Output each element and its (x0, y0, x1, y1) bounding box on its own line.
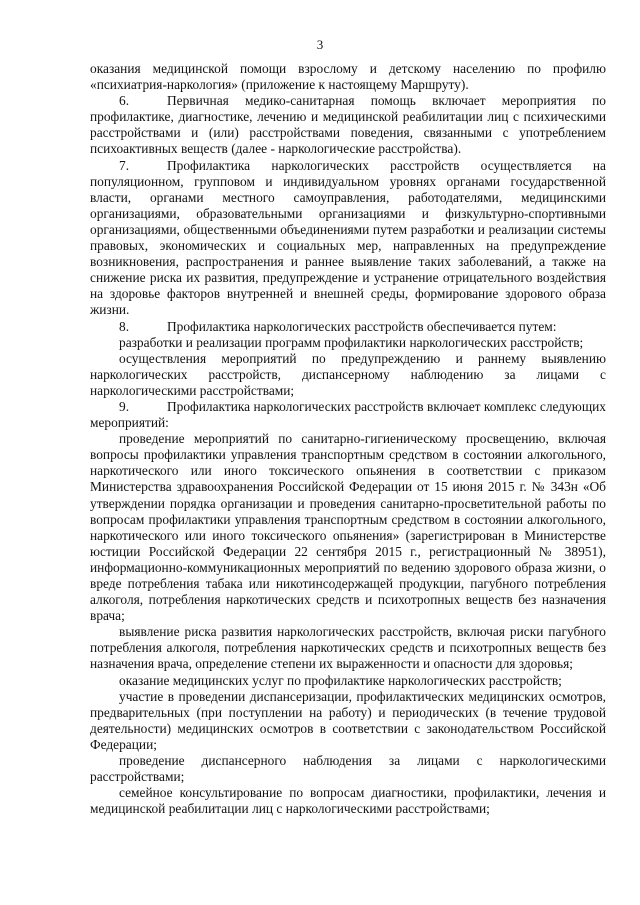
list-item: разработки и реализации программ профилактики наркологических расстройств; (119, 334, 584, 350)
list-item: оказание медицинских услуг по профилактике наркологических расстройств; (119, 672, 562, 688)
list-item: выявление риска развития наркологических расстройств, включая риски пагубного потребления алкоголя, потребления наркотических средств и психотропных веществ без назначения врача, определение степени их выраженности и опасности для здоровья; (90, 624, 606, 672)
paragraph-8: 8. Профилактика наркологических расстройств обеспечивается путем: (119, 318, 557, 334)
list-item: проведение мероприятий по санитарно-гигиеническому просвещению, включая вопросы профилактики управления транспортным средством в состоянии алкогольного, наркотического или иного токсического опьянения в соответствии с приказом Министерства здравоохранения Российской Федерации от 15 июня 2015 г. № 343н «Об утверждении порядка организации и проведения санитарно-просветительной работы по вопросам профилактики управления транспортным средством в состоянии алкогольного, наркотического или иного токсического опьянения» (зарегистрирован в Министерстве юстиции Российской Федерации 22 сентября 2015 г., регистрационный № 38951), информационно-коммуникационных мероприятий по ведению здорового образа жизни, о вреде потребления табака или никотинсодержащей продукции, пагубного потребления алкоголя, потребления наркотических средств и психотропных веществ без назначения врача; (90, 431, 606, 624)
paragraph-number: 7. (119, 157, 130, 173)
list-item: проведение диспансерного наблюдения за лицами с наркологическими расстройствами; (90, 753, 606, 785)
paragraph-9: 9. Профилактика наркологических расстройств включает комплекс следующих мероприятий: (90, 398, 606, 431)
list-item: осуществления мероприятий по предупреждению и раннему выявлению наркологических расстройств, диспансерному наблюдению за лицами с наркологическими расстройствами; (90, 350, 606, 398)
page-number: 3 (316, 37, 324, 52)
document-body (90, 61, 606, 817)
paragraph-number: 9. (119, 398, 130, 414)
paragraph-number: 8. (119, 318, 130, 334)
paragraph-7: 7. Профилактика наркологических расстройств осуществляется на популяционном, групповом и индивидуальном уровнях органами государственной власти, органами местного самоуправления, работодателями, медицинскими организациями, образовательными организациями и физкультурно-спортивными организациями, общественными объединениями путем разработки и реализации системы правовых, экономических и социальных мер, направленных на предупреждение возникновения, распространения и раннее выявление таких заболеваний, а также на снижение риска их развития, предупреждение и устранение отрицательного воздействия на здоровье факторов внутренней и внешней среды, формирование здорового образа жизни. (90, 157, 606, 318)
paragraph-continuation: оказания медицинской помощи взрослому и детскому населению по профилю «психиатрия-наркология» (приложение к настоящему Маршруту). (90, 61, 606, 93)
list-item: участие в проведении диспансеризации, профилактических медицинских осмотров, предварительных (при поступлении на работу) и периодических (в течение трудовой деятельности) медицинских осмотров в соответствии с законодательством Российской Федерации; (90, 688, 606, 752)
paragraph-number: 6. (119, 93, 130, 109)
list-item: семейное консультирование по вопросам диагностики, профилактики, лечения и медицинской реабилитации лиц с наркологическими расстройствами; (90, 785, 606, 817)
paragraph-6: 6. Первичная медико-санитарная помощь включает мероприятия по профилактике, диагностике, лечению и медицинской реабилитации лиц с психическими расстройствами и (или) расстройствами поведения, связанными с употреблением психоактивных веществ (далее - наркологические расстройства). (90, 93, 606, 157)
